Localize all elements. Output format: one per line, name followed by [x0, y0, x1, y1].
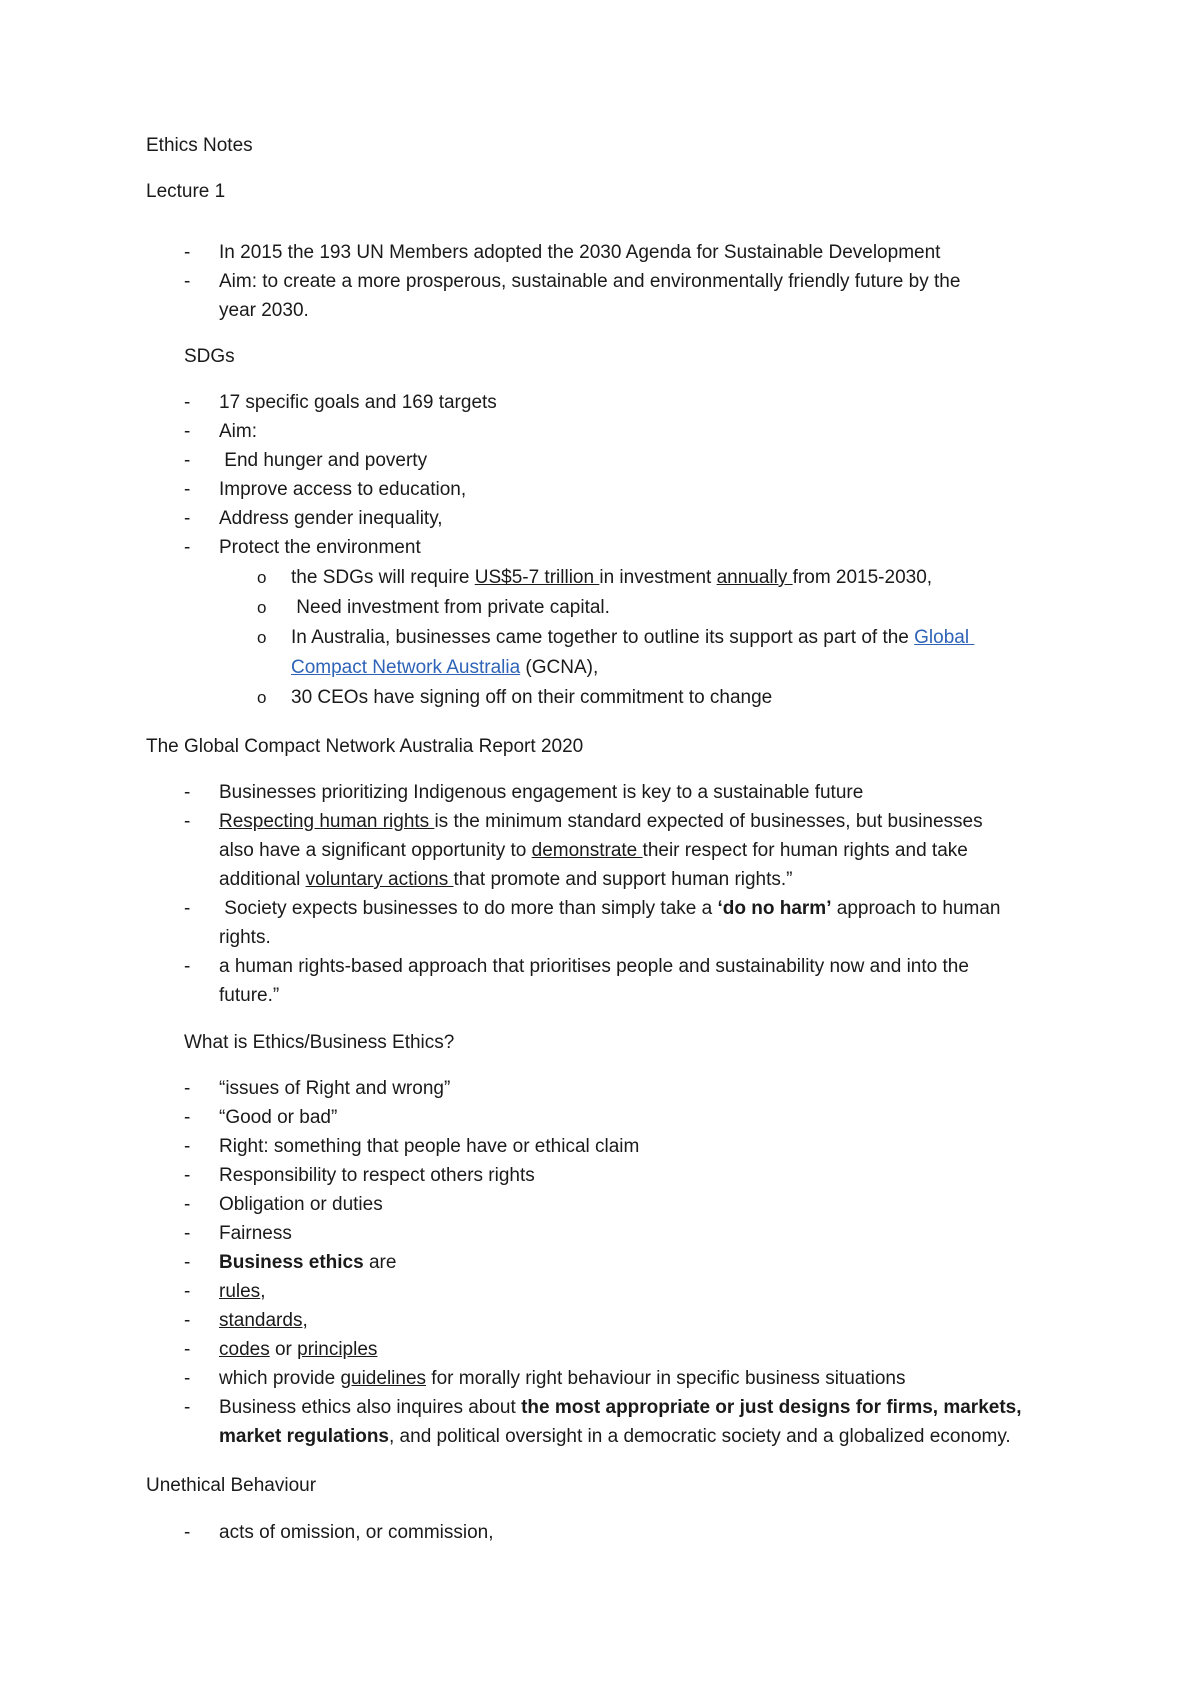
list-item: Improve access to education, [219, 479, 467, 500]
list-item-continuation: additional voluntary actions that promote and support human rights.” [219, 869, 793, 890]
list-dash: - [184, 782, 191, 803]
list-dash: - [184, 450, 191, 471]
list-item: Businesses prioritizing Indigenous engagement is key to a sustainable future [219, 782, 864, 803]
list-item: Aim: to create a more prosperous, sustainable and environmentally friendly future by the [219, 271, 961, 292]
list-item: Business ethics also inquires about the most appropriate or just designs for firms, markets, [219, 1397, 1022, 1418]
list-item-continuation: year 2030. [219, 300, 309, 321]
list-dash: - [184, 1107, 191, 1128]
list-item: which provide guidelines for morally right behaviour in specific business situations [219, 1368, 906, 1389]
gcna-heading: The Global Compact Network Australia Report 2020 [146, 736, 584, 757]
list-item-continuation: also have a significant opportunity to demonstrate their respect for human rights and take [219, 840, 968, 861]
list-dash: - [184, 1522, 191, 1543]
list-dash: - [184, 1223, 191, 1244]
sub-list-item: the SDGs will require US$5-7 trillion in investment annually from 2015-2030, [291, 567, 933, 588]
list-dash: - [184, 956, 191, 977]
sub-bullet: o [257, 568, 267, 587]
list-item-continuation: future.” [219, 985, 280, 1006]
sub-list-item-continuation: Compact Network Australia (GCNA), [291, 657, 599, 678]
list-item: In 2015 the 193 UN Members adopted the 2030 Agenda for Sustainable Development [219, 242, 941, 263]
list-item: Protect the environment [219, 537, 421, 558]
list-dash: - [184, 1136, 191, 1157]
list-item: Society expects businesses to do more than simply take a ‘do no harm’ approach to human [219, 898, 1001, 919]
gcna-link[interactable]: Global [914, 627, 975, 648]
gcna-link[interactable]: Compact Network Australia [291, 657, 521, 678]
unethical-heading: Unethical Behaviour [146, 1475, 317, 1496]
list-item: 17 specific goals and 169 targets [219, 392, 497, 413]
list-item: Address gender inequality, [219, 508, 443, 529]
document-title: Ethics Notes [146, 135, 253, 156]
list-item: Fairness [219, 1223, 292, 1244]
sub-list-item: In Australia, businesses came together to outline its support as part of the Global [291, 627, 975, 648]
list-item: Aim: [219, 421, 257, 442]
list-dash: - [184, 1339, 191, 1360]
list-dash: - [184, 1281, 191, 1302]
list-dash: - [184, 1165, 191, 1186]
list-dash: - [184, 508, 191, 529]
list-dash: - [184, 898, 191, 919]
list-dash: - [184, 242, 191, 263]
list-item: acts of omission, or commission, [219, 1522, 494, 1543]
list-item: Responsibility to respect others rights [219, 1165, 535, 1186]
list-item: “Good or bad” [219, 1107, 338, 1128]
list-dash: - [184, 392, 191, 413]
list-item: Respecting human rights is the minimum standard expected of businesses, but businesses [219, 811, 983, 832]
list-item: “issues of Right and wrong” [219, 1078, 451, 1099]
list-item: standards, [219, 1310, 308, 1331]
list-dash: - [184, 1194, 191, 1215]
list-dash: - [184, 811, 191, 832]
list-item: a human rights-based approach that prioritises people and sustainability now and into the [219, 956, 969, 977]
list-dash: - [184, 537, 191, 558]
sub-list-item: Need investment from private capital. [291, 597, 610, 618]
sdgs-heading: SDGs [184, 346, 235, 367]
list-dash: - [184, 1310, 191, 1331]
list-item-continuation: market regulations, and political oversight in a democratic society and a globalized economy. [219, 1426, 1011, 1447]
list-dash: - [184, 1368, 191, 1389]
list-dash: - [184, 1252, 191, 1273]
sub-bullet: o [257, 628, 267, 647]
list-item: Obligation or duties [219, 1194, 383, 1215]
list-item: Business ethics are [219, 1252, 397, 1273]
list-item: Right: something that people have or ethical claim [219, 1136, 640, 1157]
list-item: End hunger and poverty [219, 450, 428, 471]
ethics-heading: What is Ethics/Business Ethics? [184, 1032, 455, 1053]
sub-list-item: 30 CEOs have signing off on their commitment to change [291, 687, 773, 708]
list-dash: - [184, 421, 191, 442]
lecture-heading: Lecture 1 [146, 181, 226, 202]
list-dash: - [184, 1397, 191, 1418]
sub-bullet: o [257, 688, 267, 707]
list-dash: - [184, 1078, 191, 1099]
list-item: codes or principles [219, 1339, 378, 1360]
list-item-continuation: rights. [219, 927, 271, 948]
sub-bullet: o [257, 598, 267, 617]
list-dash: - [184, 271, 191, 292]
list-item: rules, [219, 1281, 266, 1302]
list-dash: - [184, 479, 191, 500]
